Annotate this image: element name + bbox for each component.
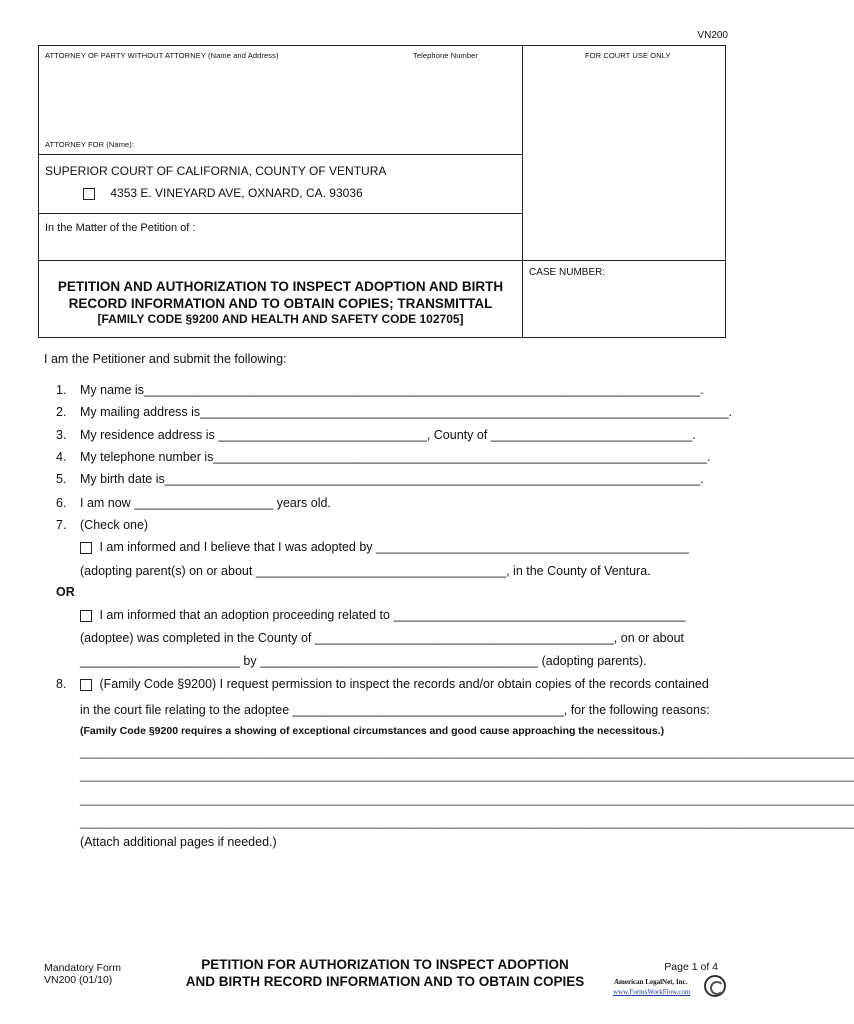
item-2-mailing-address-field[interactable]: ____________________________________________________________________________ xyxy=(200,405,729,419)
item-1-label: My name is xyxy=(80,383,144,397)
intro-text: I am the Petitioner and submit the following: xyxy=(44,352,287,366)
form-id: VN200 xyxy=(697,30,728,41)
item-5-label: My birth date is xyxy=(80,472,165,486)
legalnet-logo xyxy=(610,974,728,1000)
item-6-label: I am now xyxy=(80,496,135,510)
item-7a-line2: (adopting parent(s) on or about ____________________________________, in the County of Ventura. xyxy=(80,564,651,578)
item-5-birthdate-field[interactable]: _____________________________________________________________________________ xyxy=(164,472,701,486)
item-4-number: 4. xyxy=(56,450,67,464)
item-7b-county-field[interactable]: ___________________________________________ xyxy=(314,631,614,645)
item-6-age-field[interactable]: ____________________ xyxy=(134,496,274,510)
reason-line-3[interactable]: ____________________________________________________________________________________________________________________ xyxy=(80,792,854,806)
logo-link[interactable]: www.FormsWorkFlow.com xyxy=(613,988,691,996)
item-2-label: My mailing address is xyxy=(80,405,201,419)
item-3: My residence address is ______________________________, County of _____________________________. xyxy=(80,428,696,442)
attach-note: (Attach additional pages if needed.) xyxy=(80,835,277,849)
item-7a xyxy=(80,540,689,554)
or-label: OR xyxy=(56,585,75,599)
item-7-number: 7. xyxy=(56,518,67,532)
item-7a-checkbox[interactable] xyxy=(80,542,92,554)
mandatory-label: Mandatory Form xyxy=(44,962,122,974)
item-8-checkbox[interactable] xyxy=(80,679,92,691)
footer-left xyxy=(44,962,121,986)
footer-title: PETITION FOR AUTHORIZATION TO INSPECT ADOPTION AND BIRTH RECORD INFORMATION AND TO OBTAIN COPIES xyxy=(185,957,585,989)
page-number: Page 1 of 4 xyxy=(664,961,718,973)
item-7b-date-field[interactable]: _______________________ xyxy=(80,654,240,668)
item-7b-label: I am informed that an adoption proceeding related to xyxy=(99,608,394,622)
item-3-number: 3. xyxy=(56,428,67,442)
caption-box xyxy=(38,45,726,338)
item-8-label: (Family Code §9200) I request permission to inspect the records and/or obtain copies of the records contained xyxy=(99,677,709,691)
item-5-number: 5. xyxy=(56,472,67,486)
item-8-note: (Family Code §9200 requires a showing of exceptional circumstances and good cause approaching the necessitous.) xyxy=(80,725,665,737)
form-revision: VN200 (01/10) xyxy=(44,974,113,986)
item-8-number: 8. xyxy=(56,677,67,691)
item-5: My birth date is_____________________________________________________________________________. xyxy=(80,472,704,486)
item-2-number: 2. xyxy=(56,405,67,419)
item-7b-parents-field[interactable]: ________________________________________ xyxy=(260,654,539,668)
item-6-suffix: years old. xyxy=(273,496,331,510)
item-4: My telephone number is_______________________________________________________________________. xyxy=(80,450,711,464)
item-7-label: (Check one) xyxy=(80,518,149,532)
item-1: My name is________________________________________________________________________________. xyxy=(80,383,704,397)
item-7b-line3: _______________________ by ________________________________________ (adopting parents). xyxy=(80,654,647,668)
court-address-checkbox[interactable] xyxy=(83,188,95,200)
item-3-label: My residence address is xyxy=(80,428,219,442)
telephone-label: Telephone Number xyxy=(413,51,478,60)
item-2: My mailing address is____________________________________________________________________________. xyxy=(80,405,733,419)
item-8-line2: in the court file relating to the adoptee _______________________________________, for the following reasons: xyxy=(80,703,710,717)
item-7b xyxy=(80,608,685,622)
reason-line-4[interactable]: ____________________________________________________________________________________________________________________ xyxy=(80,815,854,829)
court-address: 4353 E. VINEYARD AVE, OXNARD, CA. 93036 xyxy=(110,186,363,200)
form-title: PETITION AND AUTHORIZATION TO INSPECT ADOPTION AND BIRTH RECORD INFORMATION AND TO OBTAIN COPIES; TRANSMITTAL xyxy=(57,279,504,311)
item-8-adoptee-field[interactable]: _______________________________________ xyxy=(292,703,564,717)
item-7b-adoptee-field[interactable]: __________________________________________ xyxy=(393,608,686,622)
court-address-row xyxy=(83,186,363,200)
item-6 xyxy=(80,496,331,510)
seal-icon xyxy=(704,975,726,997)
reason-line-2[interactable]: ____________________________________________________________________________________________________________________ xyxy=(80,768,854,782)
item-7a-date-field[interactable]: ____________________________________ xyxy=(255,564,507,578)
item-4-label: My telephone number is xyxy=(80,450,214,464)
item-3-county-label: , County of xyxy=(426,428,491,442)
item-7a-adopted-by-field[interactable]: _____________________________________________ xyxy=(376,540,689,554)
item-6-number: 6. xyxy=(56,496,67,510)
item-8 xyxy=(80,677,709,691)
logo-name: American LegalNet, Inc. xyxy=(614,978,688,986)
case-number-label: CASE NUMBER: xyxy=(529,267,606,278)
item-7b-checkbox[interactable] xyxy=(80,610,92,622)
court-name: SUPERIOR COURT OF CALIFORNIA, COUNTY OF VENTURA xyxy=(45,164,387,178)
attorney-label: ATTORNEY OF PARTY WITHOUT ATTORNEY (Name and Address) xyxy=(45,51,279,60)
item-7b-line2: (adoptee) was completed in the County of ___________________________________________, on or about xyxy=(80,631,684,645)
reason-line-1[interactable]: ____________________________________________________________________________________________________________________ xyxy=(80,745,854,759)
item-1-number: 1. xyxy=(56,383,67,397)
item-4-telephone-field[interactable]: _______________________________________________________________________ xyxy=(213,450,707,464)
item-7a-label: I am informed and I believe that I was adopted by xyxy=(99,540,377,554)
court-use-label: FOR COURT USE ONLY xyxy=(585,51,671,60)
item-3-residence-field[interactable]: ______________________________ xyxy=(218,428,427,442)
item-3-county-field[interactable]: _____________________________ xyxy=(490,428,693,442)
attorney-for-label: ATTORNEY FOR (Name): xyxy=(45,140,135,149)
item-1-name-field[interactable]: ________________________________________________________________________________ xyxy=(143,383,701,397)
matter-label: In the Matter of the Petition of : xyxy=(45,222,196,234)
form-title-codes: [FAMILY CODE §9200 AND HEALTH AND SAFETY CODE 102705] xyxy=(97,312,464,326)
